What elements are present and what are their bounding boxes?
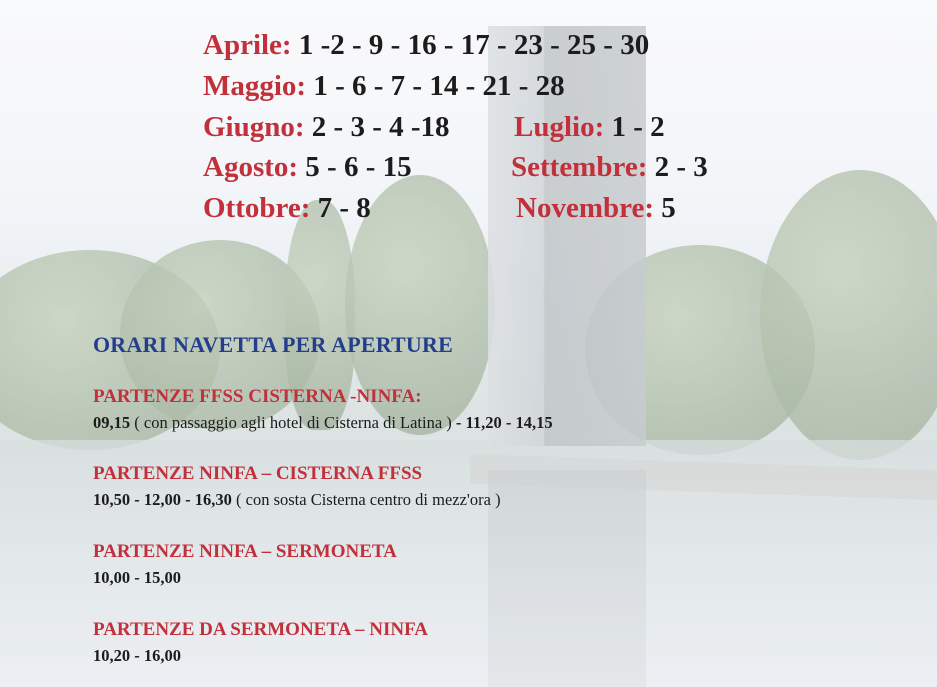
month-days: 2 - 3 <box>654 151 708 183</box>
month-name: Luglio: <box>514 111 605 143</box>
month-line-october <box>203 192 371 225</box>
month-days: 5 <box>661 192 676 224</box>
month-days: 5 - 6 - 15 <box>305 151 412 183</box>
month-line-july <box>514 111 665 144</box>
shuttle-title: ORARI NAVETTA PER APERTURE <box>93 332 453 357</box>
departure-heading: PARTENZE FFSS CISTERNA -NINFA: <box>93 386 422 407</box>
month-name: Maggio: <box>203 70 307 102</box>
departure-times <box>93 568 181 588</box>
month-days: 7 - 8 <box>317 192 371 224</box>
month-line-april <box>203 29 649 62</box>
departure-times <box>93 646 181 666</box>
departure-times <box>93 490 501 510</box>
month-name: Giugno: <box>203 111 305 143</box>
month-name: Agosto: <box>203 151 299 183</box>
month-days: 1 - 6 - 7 - 14 - 21 - 28 <box>313 70 565 102</box>
month-days: 1 -2 - 9 - 16 - 17 - 23 - 25 - 30 <box>298 29 650 61</box>
departure-heading: PARTENZE DA SERMONETA – NINFA <box>93 619 429 640</box>
month-name: Novembre: <box>516 192 654 224</box>
departure-heading: PARTENZE NINFA – CISTERNA FFSS <box>93 463 423 484</box>
month-line-november <box>516 192 676 225</box>
times: - 11,20 - 14,15 <box>455 413 553 432</box>
month-line-september <box>511 151 708 184</box>
month-line-june <box>203 111 450 144</box>
departure-heading: PARTENZE NINFA – SERMONETA <box>93 541 397 562</box>
times-note: ( con passaggio agli hotel di Cisterna di Latina ) <box>130 413 456 432</box>
times-note: ( con sosta Cisterna centro di mezz'ora ) <box>231 490 501 509</box>
month-name: Settembre: <box>511 151 648 183</box>
month-line-august <box>203 151 412 184</box>
times: 09,15 <box>93 413 131 432</box>
times: 10,00 - 15,00 <box>93 568 181 587</box>
month-name: Ottobre: <box>203 192 311 224</box>
times: 10,20 - 16,00 <box>93 646 181 665</box>
month-days: 2 - 3 - 4 -18 <box>311 111 450 143</box>
month-name: Aprile: <box>203 29 292 61</box>
month-line-may <box>203 70 565 103</box>
month-days: 1 - 2 <box>611 111 665 143</box>
times: 10,50 - 12,00 - 16,30 <box>93 490 232 509</box>
departure-times <box>93 413 553 433</box>
